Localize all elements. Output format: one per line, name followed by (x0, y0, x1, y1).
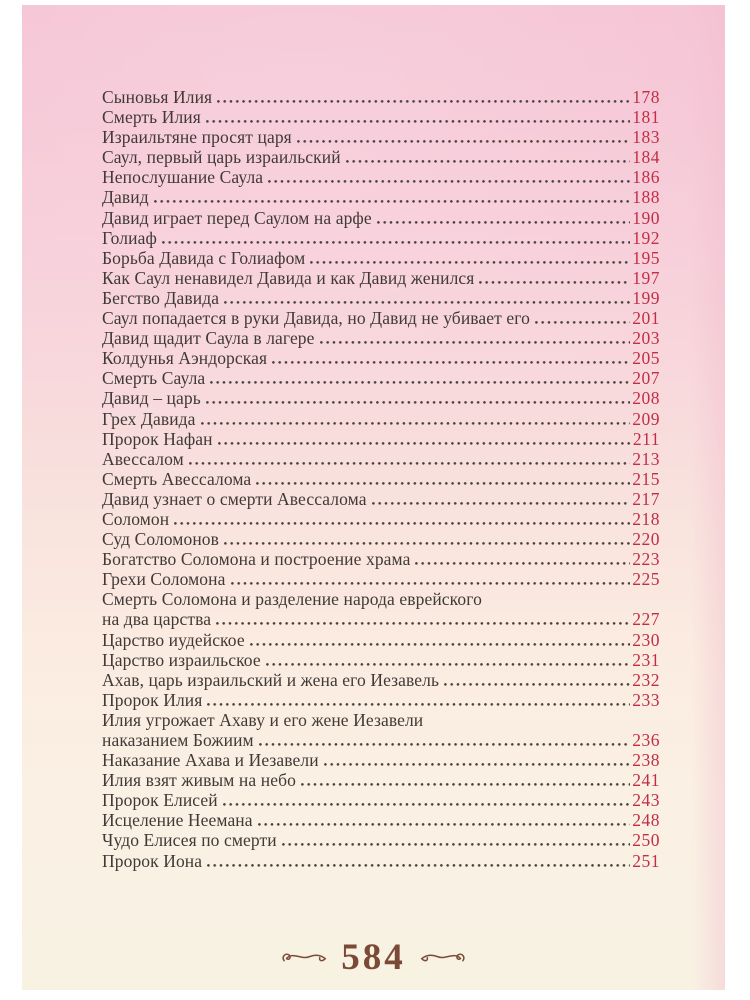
toc-entry (102, 388, 660, 408)
toc-entry-title: Грехи Соломона (102, 569, 226, 590)
toc-entry (102, 589, 660, 629)
toc-entry-line (102, 670, 660, 690)
toc-entry-page-number: 215 (632, 468, 660, 489)
toc-entry (102, 429, 660, 449)
toc-entry-line (102, 509, 660, 529)
toc-entry (102, 187, 660, 207)
toc-entry (102, 248, 660, 268)
toc-entry-page-number: 220 (632, 529, 660, 550)
toc-entry-line (102, 851, 660, 871)
toc-entry-line (102, 750, 660, 770)
toc-entry-page-number: 243 (632, 790, 660, 811)
toc-entry-title: Ахав, царь израильский и жена его Иезавель (102, 669, 440, 690)
toc-entry-page-number: 203 (632, 328, 660, 349)
toc-entry-title: Давид щадит Саула в лагере (102, 328, 315, 349)
toc-entry (102, 107, 660, 127)
toc-entry-title: Исцеление Неемана (102, 810, 253, 831)
toc-entry (102, 127, 660, 147)
toc-entry-page-number: 209 (632, 408, 660, 429)
toc-entry (102, 328, 660, 348)
toc-entry-page-number: 250 (632, 830, 660, 851)
toc-entry (102, 368, 660, 388)
flourish-left-icon (280, 949, 328, 967)
toc-entry-line (102, 770, 660, 790)
toc-entry-page-number: 251 (632, 850, 660, 871)
toc-entry-title: Соломон (102, 508, 170, 529)
toc-entry (102, 830, 660, 850)
toc-entry-line (102, 328, 660, 348)
toc-entry-page-number: 186 (632, 167, 660, 188)
toc-entry-line (102, 489, 660, 509)
toc-entry-line (102, 650, 660, 670)
toc-entry-page-number: 178 (632, 87, 660, 107)
dot-leader (207, 703, 630, 706)
toc-entry-title: Голиаф (102, 227, 157, 248)
toc-entry (102, 87, 660, 107)
dot-leader (154, 200, 631, 203)
folio-page-number: 584 (341, 937, 406, 978)
dot-leader (217, 100, 630, 103)
toc-entry-title: Как Саул ненавидел Давида и как Давид женился (102, 267, 475, 288)
dot-leader (206, 120, 630, 123)
dot-leader (377, 221, 631, 224)
toc-entry-line (102, 167, 660, 187)
toc-entry-title: Суд Соломонов (102, 529, 220, 550)
dot-leader (535, 321, 630, 324)
toc-entry-page-number: 233 (632, 689, 660, 710)
toc-entry-line (102, 308, 660, 328)
toc-entry (102, 167, 660, 187)
toc-entry-line (102, 268, 660, 288)
toc-entry-line (102, 710, 660, 730)
dot-leader (259, 743, 631, 746)
toc-entry-title: Давид узнает о смерти Авессалома (102, 488, 367, 509)
toc-entry-page-number: 208 (632, 388, 660, 409)
toc-entry-title: Авессалом (102, 448, 184, 469)
toc-entry-title: Сыновья Илия (102, 87, 213, 107)
book-page (22, 5, 725, 990)
toc-entry-page-number: 195 (632, 247, 660, 268)
toc-entry-title: Смерть Саула (102, 368, 206, 389)
toc-entry-title: Царство иудейское (102, 629, 245, 650)
toc-entry (102, 409, 660, 429)
dot-leader (272, 361, 630, 364)
toc-entry-page-number: 238 (632, 750, 660, 771)
dot-leader (324, 763, 631, 766)
toc-entry-page-number: 201 (632, 308, 660, 329)
toc-entry-line (102, 830, 660, 850)
dot-leader (174, 522, 630, 525)
toc-entry-title: Давид (102, 187, 149, 208)
toc-entry (102, 489, 660, 509)
dot-leader (346, 160, 631, 163)
toc-entry-page-number: 184 (632, 147, 660, 168)
dot-leader (250, 643, 631, 646)
toc-entry-title: Пророк Илия (102, 689, 203, 710)
dot-leader (223, 803, 631, 806)
toc-entry-title: Борьба Давида с Голиафом (102, 247, 306, 268)
toc-entry-line (102, 388, 660, 408)
toc-entry-line (102, 449, 660, 469)
dot-leader (206, 401, 630, 404)
dot-leader (301, 783, 630, 786)
toc-entry-page-number: 188 (632, 187, 660, 208)
toc-entry-page-number: 223 (632, 549, 660, 570)
toc-entry (102, 770, 660, 790)
dot-leader (268, 180, 630, 183)
toc-entry-page-number: 241 (632, 770, 660, 791)
dot-leader (282, 843, 631, 846)
dot-leader (224, 301, 630, 304)
toc-entry-title: Саул попадается в руки Давида, но Давид не убивает его (102, 308, 530, 329)
toc-entry-page-number: 213 (632, 448, 660, 469)
toc-entry (102, 790, 660, 810)
toc-entry (102, 449, 660, 469)
dot-leader (189, 462, 630, 465)
dot-leader (218, 442, 631, 445)
toc-entry-title-continuation: на два царства (102, 609, 212, 630)
dot-leader (162, 241, 630, 244)
toc-entry-page-number: 197 (632, 267, 660, 288)
toc-entry-line (102, 409, 660, 429)
toc-entry-line (102, 248, 660, 268)
toc-entry-page-number: 218 (632, 508, 660, 529)
toc-entry-title: Пророк Елисей (102, 790, 218, 811)
toc-entry-page-number: 230 (632, 629, 660, 650)
toc-entry-page-number: 207 (632, 368, 660, 389)
toc-entry-page-number: 231 (632, 649, 660, 670)
toc-entry-title: Смерть Илия (102, 107, 201, 128)
toc-entry-line (102, 529, 660, 549)
toc-entry-line (102, 288, 660, 308)
toc-entry (102, 630, 660, 650)
dot-leader (224, 542, 630, 545)
toc-entry-line (102, 690, 660, 710)
toc-entry-line (102, 730, 660, 750)
toc-entry-line (102, 429, 660, 449)
toc-entry-title: Грех Давида (102, 408, 196, 429)
toc-entry (102, 228, 660, 248)
toc-entry (102, 509, 660, 529)
dot-leader (320, 341, 631, 344)
toc-entry-line (102, 368, 660, 388)
toc-entry-page-number: 225 (632, 569, 660, 590)
toc-entry-page-number: 227 (632, 609, 660, 630)
dot-leader (415, 562, 630, 565)
toc-entry-title: Давид – царь (102, 388, 201, 409)
toc-entry-line (102, 87, 660, 107)
dot-leader (216, 622, 630, 625)
toc-entry-page-number: 211 (632, 428, 660, 449)
toc-entry-line (102, 589, 660, 609)
toc-entry-title: Бегство Давида (102, 287, 220, 308)
dot-leader (479, 281, 630, 284)
dot-leader (207, 864, 630, 867)
toc-entry-title: Богатство Соломона и построение храма (102, 549, 411, 570)
toc-entry-line (102, 630, 660, 650)
flourish-right-icon (419, 949, 467, 967)
toc-entry-title: Илия угрожает Ахаву и его жене Иезавели (102, 709, 424, 730)
toc-entry-page-number: 183 (632, 127, 660, 148)
toc-entry-title: Непослушание Саула (102, 167, 264, 188)
toc-entry-page-number: 192 (632, 227, 660, 248)
toc-entry-title-continuation: наказанием Божиим (102, 730, 254, 750)
toc-entry-line (102, 348, 660, 368)
toc-entry (102, 851, 660, 871)
dot-leader (256, 482, 630, 485)
toc-entry-page-number: 236 (632, 730, 660, 750)
toc-entry (102, 750, 660, 770)
toc-entry-title: Колдунья Аэндорская (102, 348, 268, 369)
dot-leader (310, 261, 630, 264)
toc-entry-line (102, 127, 660, 147)
toc-entry (102, 569, 660, 589)
toc-entry-title: Смерть Соломона и разделение народа еврейского (102, 589, 482, 610)
dot-leader (372, 502, 631, 505)
toc-entry (102, 670, 660, 690)
toc-entry-line (102, 107, 660, 127)
toc-entry-line (102, 609, 660, 629)
toc-entry-title: Наказание Ахава и Иезавели (102, 750, 319, 771)
toc-entry-line (102, 569, 660, 589)
dot-leader (266, 663, 631, 666)
dot-leader (210, 381, 630, 384)
toc-entry-line (102, 790, 660, 810)
dot-leader (201, 422, 631, 425)
toc-entry (102, 690, 660, 710)
toc-entry-page-number: 190 (632, 207, 660, 228)
toc-entry (102, 549, 660, 569)
toc-entry-title: Пророк Иона (102, 850, 203, 871)
toc-entry-page-number: 232 (632, 669, 660, 690)
toc-entry (102, 650, 660, 670)
page-footer (22, 939, 725, 976)
dot-leader (258, 823, 631, 826)
toc-entry (102, 308, 660, 328)
toc-entry (102, 529, 660, 549)
toc-entry (102, 268, 660, 288)
toc-entry (102, 710, 660, 750)
toc-entry-title: Чудо Елисея по смерти (102, 830, 277, 851)
toc-entry-line (102, 208, 660, 228)
dot-leader (444, 683, 630, 686)
toc-entry-line (102, 228, 660, 248)
dot-leader (297, 140, 630, 143)
toc-entry (102, 147, 660, 167)
toc-entry-title: Илия взят живым на небо (102, 770, 296, 791)
toc-entry-line (102, 469, 660, 489)
toc-entry-title: Царство израильское (102, 649, 261, 670)
toc-entry-title: Смерть Авессалома (102, 468, 252, 489)
toc-entry-title: Израильтяне просят царя (102, 127, 292, 148)
toc-entry-line (102, 549, 660, 569)
toc-entry-line (102, 810, 660, 830)
toc-entry (102, 348, 660, 368)
toc-entry-title: Давид играет перед Саулом на арфе (102, 207, 372, 228)
toc-entry-page-number: 205 (632, 348, 660, 369)
toc-entry-title: Саул, первый царь израильский (102, 147, 341, 168)
toc-entry (102, 469, 660, 489)
toc-entry-page-number: 248 (632, 810, 660, 831)
toc-entry-page-number: 217 (632, 488, 660, 509)
toc-entry-line (102, 147, 660, 167)
toc-entry-line (102, 187, 660, 207)
toc-entry (102, 288, 660, 308)
toc-entry (102, 810, 660, 830)
toc-list (22, 5, 725, 871)
toc-entry (102, 208, 660, 228)
dot-leader (231, 582, 631, 585)
toc-entry-page-number: 181 (632, 107, 660, 128)
toc-entry-page-number: 199 (632, 287, 660, 308)
toc-entry-title: Пророк Нафан (102, 428, 213, 449)
